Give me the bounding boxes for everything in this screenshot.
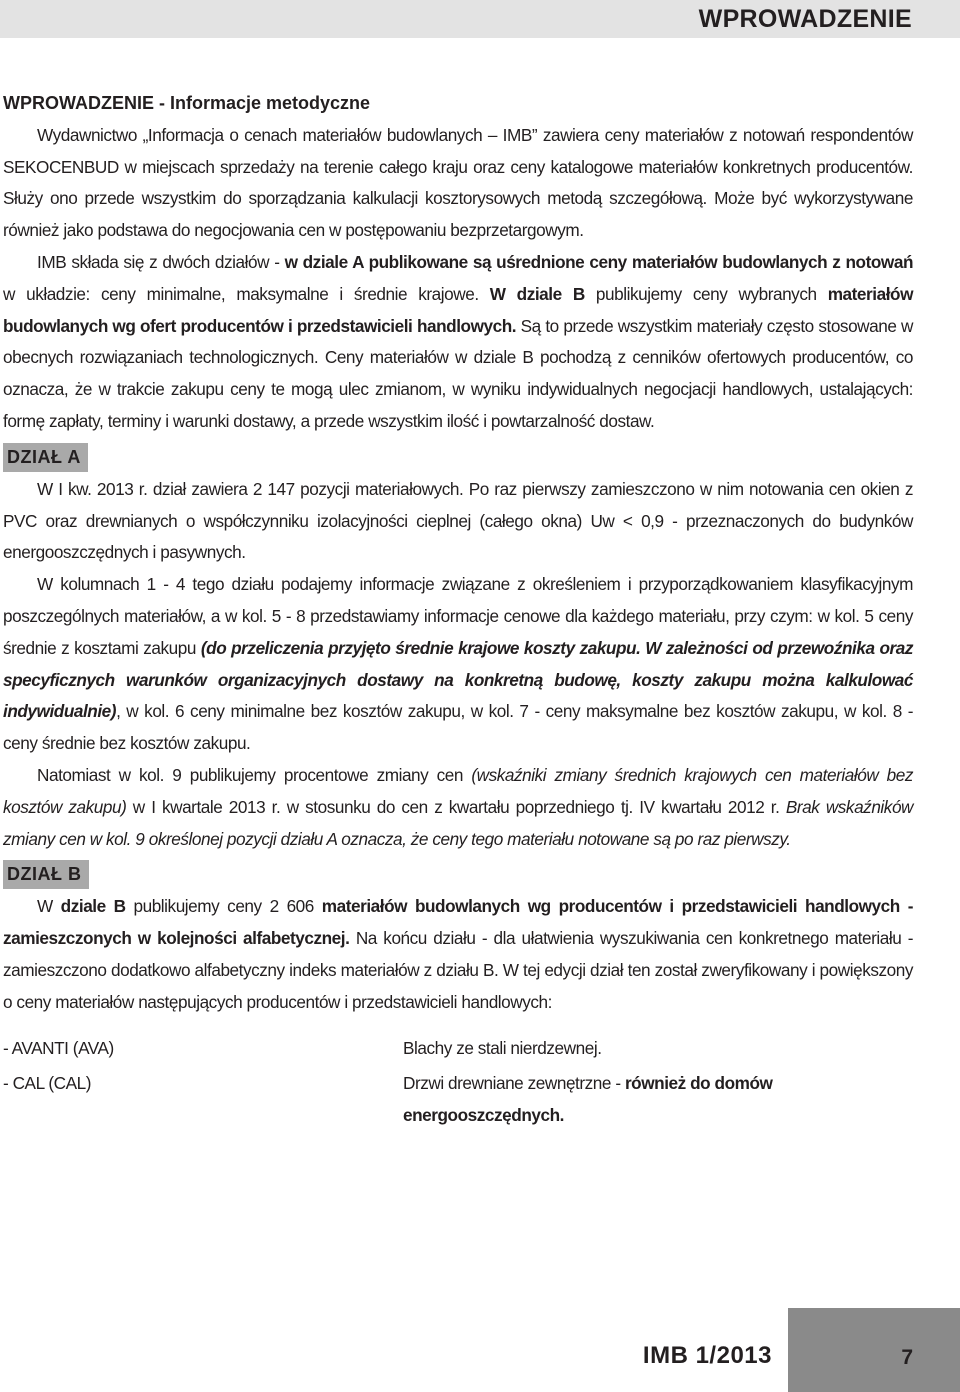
text-run: W kolumnach 1 - 4 tego działu podajemy informacje związane z określeniem i przyporządkowaniem klasyfikacyjnym poszczególnych materiałów, a w kol. 5 - 8 przedstawiamy informacje cenowe dla każdego materiału, przy czym: w kol. 5 ceny średnie z kosztami zakupu (3, 574, 913, 658)
dzial-b-label: DZIAŁ B (3, 860, 89, 889)
header-title: WPROWADZENIE (698, 5, 912, 33)
text-run: Blachy ze stali nierdzewnej. (403, 1037, 602, 1058)
bold-run: również do domów energooszczędnych. (403, 1073, 773, 1126)
dzial-b-paragraph (3, 891, 913, 1018)
bold-run: dziale B (60, 896, 126, 917)
text-run: w układzie: ceny minimalne, maksymalne i średnie krajowe. (3, 283, 490, 304)
section-title-line (3, 88, 913, 120)
text-run: Natomiast w kol. 9 publikujemy procentowe zmiany cen (37, 764, 472, 785)
text-run: publikujemy ceny 2 606 (125, 896, 322, 917)
producer-code: - CAL (CAL) (3, 1073, 92, 1094)
dzial-a-paragraph-1: W I kw. 2013 r. dział zawiera 2 147 pozycji materiałowych. Po raz pierwszy zamieszczono w nim notowania cen okien z PVC oraz drewnianych o współczynniku izolacyjności cieplnej (całego okna) Uw < 0,9 - przeznaczonych do budynków energooszczędnych i pasywnych. (3, 478, 913, 563)
body-text (3, 88, 913, 1132)
bold-run: materiałów budowlanych wg ofert producentów i przedstawicieli handlowych. (3, 283, 913, 336)
footer-page-box (788, 1308, 960, 1392)
text-run: IMB składa się z dwóch działów - (37, 251, 285, 272)
dzial-a-label: DZIAŁ A (3, 443, 88, 472)
producer-row (3, 1068, 913, 1132)
italic-run: Brak wskaźników zmiany cen w kol. 9 określonej pozycji działu A oznacza, że ceny tego materiału notowane są po raz pierwszy. (3, 796, 914, 849)
footer-publication-label: IMB 1/2013 (642, 1342, 772, 1369)
dzial-a-paragraph-3 (3, 760, 913, 855)
dzial-a-paragraph-2 (3, 569, 913, 760)
italic-run: (wskaźniki zmiany średnich krajowych cen materiałów bez kosztów zakupu) (3, 764, 913, 817)
text-run: Są to przede wszystkim materiały często stosowane w obecnych rozwiązaniach technologicznych. Ceny materiałów w dziale B pochodzą z cenników ofertowych producentów, co oznacza, że w trakcie zakupu ceny te mogą ulec zmianom, w wyniku indywidualnych negocjacji handlowych, ustalających: formę zapłaty, terminy i warunki dostawy, a przede wszystkim ilość i powtarzalność dostaw. (3, 315, 913, 431)
bold-run: w dziale A publikowane są uśrednione ceny materiałów budowlanych z notowań (284, 251, 913, 272)
producer-code: - AVANTI (AVA) (3, 1037, 114, 1058)
text-run: Na końcu działu - dla ułatwienia wyszukiwania cen konkretnego materiału - zamieszczono dodatkowo alfabetyczny indeks materiałów z działu B. W tej edycji dział ten został zweryfikowany i powiększony o ceny materiałów następujących producentów i przedstawicieli handlowych: (3, 928, 913, 1012)
dzial-a-heading (3, 438, 913, 474)
text-run: w I kwartale 2013 r. w stosunku do cen z kwartału poprzedniego tj. IV kwartału 2012 r. (126, 796, 786, 817)
producer-description (403, 1033, 913, 1065)
bold-run: W dziale B (489, 283, 585, 304)
text-run: publikujemy ceny wybranych (584, 283, 828, 304)
producer-row (3, 1033, 913, 1065)
header-bar (0, 0, 960, 38)
dzial-b-heading (3, 855, 913, 891)
text-run: , w kol. 6 ceny minimalne bez kosztów zakupu, w kol. 7 - ceny maksymalne bez kosztów zakupu, w kol. 8 - ceny średnie bez kosztów zakupu. (3, 701, 913, 754)
producer-description (403, 1068, 913, 1132)
text-run: Drzwi drewniane zewnętrzne - (403, 1073, 625, 1094)
text-run: W (37, 896, 61, 917)
section-title: WPROWADZENIE - Informacje metodyczne (3, 93, 371, 113)
bold-run: materiałów budowlanych wg producentów i przedstawicieli handlowych - zamieszczonych w kolejności alfabetycznej. (3, 896, 913, 949)
page-number: 7 (901, 1346, 913, 1369)
structure-paragraph (3, 247, 913, 438)
intro-paragraph: Wydawnictwo „Informacja o cenach materiałów budowlanych – IMB” zawiera ceny materiałów z notowań respondentów SEKOCENBUD w miejscach sprzedaży na terenie całego kraju oraz ceny katalogowe materiałów konkretnych producentów. Służy ono przede wszystkim do sporządzania kalkulacji kosztorysowych metodą szczegółową. Może być wykorzystywane również jako podstawa do negocjowania cen w postępowaniu bezprzetargowym. (3, 124, 913, 241)
bold-italic-run: (do przeliczenia przyjęto średnie krajowe koszty zakupu. W zależności od przewoźnika oraz specyficznych warunków organizacyjnych dostawy na konkretną budowę, koszty zakupu można kalkulować indywidualnie) (3, 637, 913, 722)
